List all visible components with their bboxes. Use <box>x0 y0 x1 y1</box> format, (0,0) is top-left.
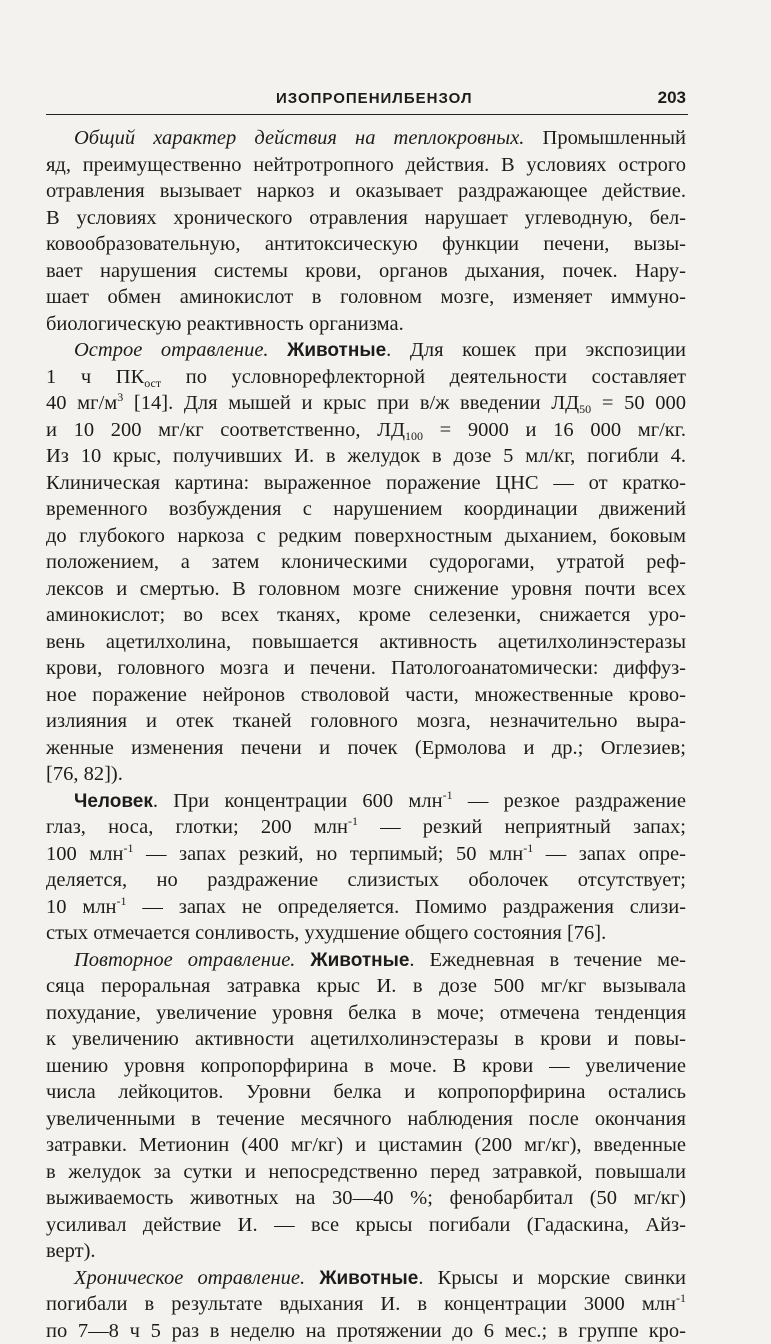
text-line: положением, а затем клоническими судорогами, утратой реф- <box>46 549 686 576</box>
subject-label: Животные <box>310 950 409 971</box>
text-line: 1 ч $ПК_{ост}$ по условнорефлекторной деятельности составляет <box>46 364 686 391</box>
text-line: к увеличению активности ацетилхолинэстеразы в крови и повы- <box>46 1026 686 1053</box>
text-line: лексов и смертью. В головном мозге снижение уровня почти всех <box>46 576 686 603</box>
text-line: сяца пероральная затравка крыс И. в дозе 500 мг/кг вызывала <box>46 973 686 1000</box>
text-line: женные изменения печени и почек (Ермолова и др.; Оглезиев; <box>46 735 686 762</box>
subject-label: Животные <box>319 1268 418 1289</box>
text-line: числа лейкоцитов. Уровни белка и копропорфирина остались <box>46 1079 686 1106</box>
text-line: 100 млн$^{-1}$ — запах резкий, но терпимый; 50 млн$^{-1}$ — запах опре- <box>46 841 686 868</box>
text-line: шению уровня копропорфирина в моче. В крови — увеличение <box>46 1053 686 1080</box>
running-title: ИЗОПРОПЕНИЛБЕНЗОЛ <box>276 90 472 107</box>
section-heading: Общий характер действия на теплокровных. <box>74 127 524 149</box>
text-line: верт). <box>46 1238 686 1265</box>
text-line: выживаемость животных на 30—40 %; фенобарбитал (50 мг/кг) <box>46 1185 686 1212</box>
subject-label: Животные <box>287 340 386 361</box>
text-line: глаз, носа, глотки; 200 млн$^{-1}$ — резкий неприятный запах; <box>46 814 686 841</box>
text-line: 10 млн$^{-1}$ — запах не определяется. Помимо раздражения слизи- <box>46 894 686 921</box>
text-line: стых отмечается сонливость, ухудшение общего состояния [76]. <box>46 920 686 947</box>
text-line: Человек. При концентрации 600 млн$^{-1}$ — резкое раздражение <box>46 788 686 815</box>
text-line: до глубокого наркоза с редким поверхностным дыханием, боковым <box>46 523 686 550</box>
text-line: Из 10 крыс, получивших И. в желудок в дозе 5 мл/кг, погибли 4. <box>46 443 686 470</box>
paragraph-repeated-poisoning <box>46 947 686 1265</box>
subject-label: Человек <box>74 791 153 812</box>
text-line: погибали в результате вдыхания И. в концентрации 3000 млн$^{-1}$ <box>46 1291 686 1318</box>
text-line: аминокислот; во всех тканях, кроме селезенки, снижается уро- <box>46 602 686 629</box>
paragraph-acute-poisoning <box>46 337 686 788</box>
text-line: усиливал действие И. — все крысы погибали (Гадаскина, Айз- <box>46 1212 686 1239</box>
text-line: деляется, но раздражение слизистых оболочек отсутствует; <box>46 867 686 894</box>
text-line: В условиях хронического отравления нарушает углеводную, бел- <box>46 205 686 232</box>
text-line: и 10 200 мг/кг соответственно, $ЛД_{100} = 9000$ и 16 000 мг/кг. <box>46 417 686 444</box>
text-line: Общий характер действия на теплокровных. Промышленный <box>46 125 686 152</box>
text-line: вень ацетилхолина, повышается активность ацетилхолинэстеразы <box>46 629 686 656</box>
text-line: ное поражение нейронов стволовой части, множественные крово- <box>46 682 686 709</box>
section-heading: Острое отравление. <box>74 339 269 361</box>
body-text <box>46 125 686 1344</box>
text-line: крови, головного мозга и печени. Патологоанатомически: диффуз- <box>46 655 686 682</box>
text-line: излияния и отек тканей головного мозга, незначительно выра- <box>46 708 686 735</box>
section-heading: Хроническое отравление. <box>74 1267 305 1289</box>
text-line: Клиническая картина: выраженное поражение ЦНС — от кратко- <box>46 470 686 497</box>
page-number: 203 <box>658 88 686 108</box>
text-line: биологическую реактивность организма. <box>46 311 686 338</box>
text-line: по 7—8 ч 5 раз в неделю на протяжении до 6 мес.; в группе кро- <box>46 1318 686 1344</box>
page-header <box>46 86 688 115</box>
text-line: Хроническое отравление. Животные. Крысы и морские свинки <box>46 1265 686 1292</box>
text-line: ковообразовательную, антитоксическую функции печени, вызы- <box>46 231 686 258</box>
paragraph-human <box>46 788 686 947</box>
text-line: в желудок за сутки и непосредственно перед затравкой, повышали <box>46 1159 686 1186</box>
text-line: 40 $мг/м^3$ [14]. Для мышей и крыс при в/ж введении $ЛД_{50} = 50$ 000 <box>46 390 686 417</box>
section-heading: Повторное отравление. <box>74 949 295 971</box>
text-line: Повторное отравление. Животные. Ежедневная в течение ме- <box>46 947 686 974</box>
text-line: вает нарушения системы крови, органов дыхания, почек. Нару- <box>46 258 686 285</box>
text-line: увеличенными в течение месячного наблюдения после окончания <box>46 1106 686 1133</box>
paragraph-chronic-poisoning <box>46 1265 686 1344</box>
text-line: затравки. Метионин (400 мг/кг) и цистамин (200 мг/кг), введенные <box>46 1132 686 1159</box>
text-line: шает обмен аминокислот в головном мозге, изменяет иммуно- <box>46 284 686 311</box>
paragraph-general-action <box>46 125 686 337</box>
text-line: яд, преимущественно нейтротропного действия. В условиях острого <box>46 152 686 179</box>
text-line: похудание, увеличение уровня белка в моче; отмечена тенденция <box>46 1000 686 1027</box>
text-line: временного возбуждения с нарушением координации движений <box>46 496 686 523</box>
text-line: отравления вызывает наркоз и оказывает раздражающее действие. <box>46 178 686 205</box>
text-line: Острое отравление. Животные. Для кошек при экспозиции <box>46 337 686 364</box>
text-line: [76, 82]). <box>46 761 686 788</box>
